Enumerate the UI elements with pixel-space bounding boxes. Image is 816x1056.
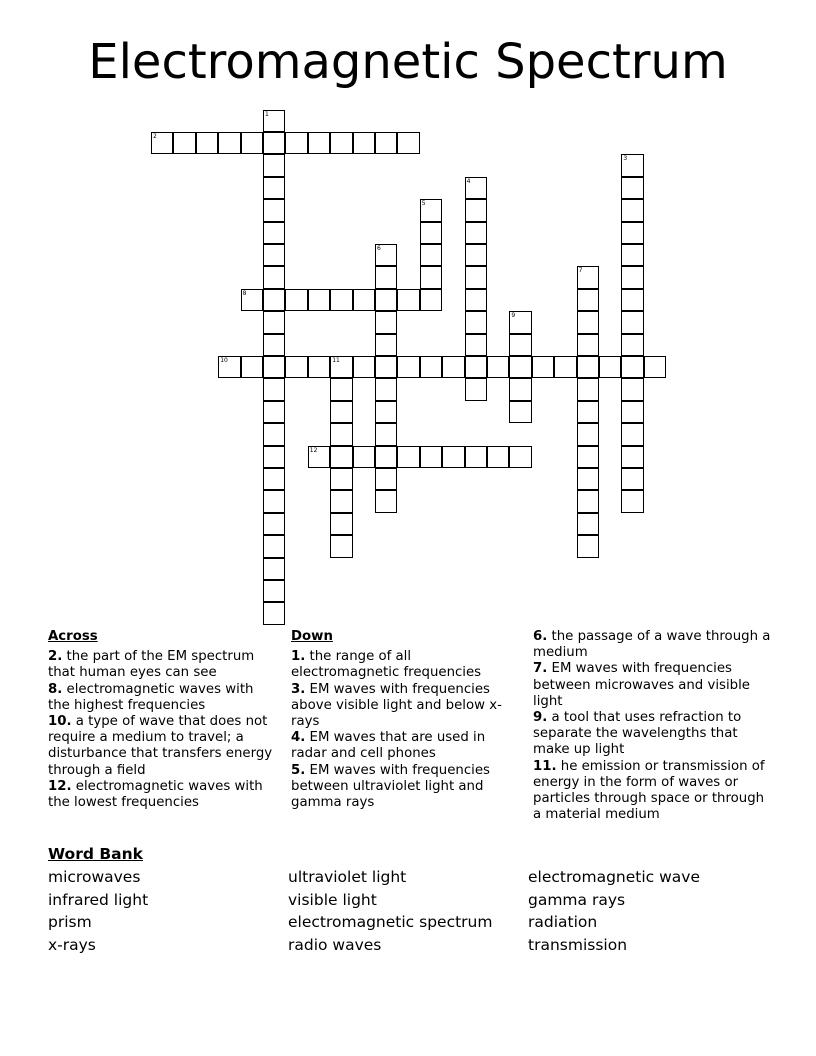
clue-number: 5.	[291, 762, 306, 778]
clue-number: 7	[578, 267, 583, 275]
grid-cell[interactable]	[308, 132, 330, 154]
grid-cell[interactable]	[577, 334, 599, 356]
grid-cell[interactable]	[465, 177, 487, 199]
grid-cell[interactable]	[263, 289, 285, 311]
grid-cell[interactable]	[577, 535, 599, 557]
page-title: Electromagnetic Spectrum	[88, 34, 728, 90]
grid-cell[interactable]	[353, 446, 375, 468]
grid-cell[interactable]	[420, 266, 442, 288]
grid-cell[interactable]	[330, 132, 352, 154]
grid-cell[interactable]	[196, 132, 218, 154]
grid-cell[interactable]	[509, 401, 531, 423]
grid-cell[interactable]	[465, 378, 487, 400]
grid-cell[interactable]	[420, 244, 442, 266]
grid-cell[interactable]	[330, 513, 352, 535]
grid-cell[interactable]	[263, 334, 285, 356]
grid-cell[interactable]	[465, 222, 487, 244]
grid-cell[interactable]	[263, 266, 285, 288]
word-bank-item: electromagnetic wave	[528, 868, 701, 886]
grid-cell[interactable]	[465, 446, 487, 468]
grid-cell[interactable]	[397, 289, 419, 311]
clue-number: 6	[377, 245, 381, 252]
grid-cell[interactable]	[263, 580, 285, 602]
grid-cell[interactable]	[241, 356, 263, 378]
down-heading: Down	[291, 629, 333, 644]
grid-cell[interactable]	[218, 356, 240, 378]
grid-cell[interactable]	[621, 378, 643, 400]
clue-number: 6.	[533, 629, 548, 644]
grid-cell[interactable]	[263, 356, 285, 378]
grid-cell[interactable]	[263, 311, 285, 333]
grid-cell[interactable]	[621, 446, 643, 468]
grid-cell[interactable]	[509, 356, 531, 378]
grid-cell[interactable]	[465, 311, 487, 333]
grid-cell[interactable]	[375, 244, 397, 266]
grid-cell[interactable]	[465, 356, 487, 378]
word-bank-heading: Word Bank	[48, 845, 143, 863]
clue-text: EM waves that are used in radar and cell phones	[291, 730, 486, 762]
grid-cell[interactable]	[621, 356, 643, 378]
grid-cell[interactable]	[263, 401, 285, 423]
grid-cell[interactable]	[465, 289, 487, 311]
grid-cell[interactable]	[375, 378, 397, 400]
word-bank-item: transmission	[528, 936, 628, 954]
grid-cell[interactable]	[263, 558, 285, 580]
grid-cell[interactable]	[218, 132, 240, 154]
clue-number: 5	[421, 200, 426, 208]
clue-number: 7.	[533, 661, 548, 677]
grid-cell[interactable]	[442, 356, 464, 378]
clue-text: the passage of a wave through a medium	[533, 629, 771, 661]
grid-cell[interactable]	[263, 513, 285, 535]
grid-cell[interactable]	[375, 490, 397, 512]
grid-cell[interactable]	[151, 132, 173, 154]
grid-cell[interactable]	[509, 311, 531, 333]
down-clue	[533, 661, 773, 710]
grid-cell[interactable]	[420, 222, 442, 244]
down-clue	[291, 649, 511, 681]
grid-cell[interactable]	[263, 423, 285, 445]
word-bank-item: radio waves	[288, 936, 382, 954]
grid-cell[interactable]	[330, 423, 352, 445]
grid-cell[interactable]	[420, 199, 442, 221]
grid-cell[interactable]	[330, 356, 352, 378]
grid-cell[interactable]	[241, 132, 263, 154]
grid-cell[interactable]	[263, 244, 285, 266]
clue-number: 11.	[533, 758, 557, 774]
clue-text: EM waves with frequencies between microwaves and visible light	[533, 661, 750, 709]
grid-cell[interactable]	[263, 110, 285, 132]
grid-cell[interactable]	[621, 490, 643, 512]
grid-cell[interactable]	[263, 154, 285, 176]
grid-cell[interactable]	[420, 356, 442, 378]
word-bank-item: x-rays	[48, 936, 96, 954]
grid-cell[interactable]	[621, 311, 643, 333]
grid-cell[interactable]	[577, 401, 599, 423]
grid-cell[interactable]	[330, 535, 352, 557]
down-clue	[533, 629, 773, 661]
word-bank-item: ultraviolet light	[288, 868, 407, 886]
grid-cell[interactable]	[577, 378, 599, 400]
grid-cell[interactable]	[330, 289, 352, 311]
grid-cell[interactable]	[577, 423, 599, 445]
word-bank-item: radiation	[528, 913, 598, 931]
grid-cell[interactable]	[375, 446, 397, 468]
grid-cell[interactable]	[308, 356, 330, 378]
grid-cell[interactable]	[509, 446, 531, 468]
grid-cell[interactable]	[375, 334, 397, 356]
grid-cell[interactable]	[285, 356, 307, 378]
word-bank-item: gamma rays	[528, 891, 626, 909]
grid-cell[interactable]	[487, 356, 509, 378]
grid-cell[interactable]	[375, 132, 397, 154]
grid-cell[interactable]	[330, 378, 352, 400]
grid-cell[interactable]	[285, 289, 307, 311]
clue-number: 3.	[291, 681, 306, 697]
grid-cell[interactable]	[308, 446, 330, 468]
grid-cell[interactable]	[621, 401, 643, 423]
grid-cell[interactable]	[621, 334, 643, 356]
grid-cell[interactable]	[330, 401, 352, 423]
clue-text: the range of all electromagnetic frequencies	[291, 649, 482, 681]
grid-cell[interactable]	[375, 289, 397, 311]
grid-cell[interactable]	[263, 468, 285, 490]
down-clue	[291, 682, 511, 731]
grid-cell[interactable]	[375, 266, 397, 288]
grid-cell[interactable]	[263, 222, 285, 244]
grid-cell[interactable]	[577, 266, 599, 288]
across-clue	[48, 779, 278, 811]
grid-cell[interactable]	[375, 423, 397, 445]
grid-cell[interactable]	[285, 132, 307, 154]
clue-text: he emission or transmission of energy in the form of waves or particles through space or through a material medium	[533, 758, 765, 823]
grid-cell[interactable]	[621, 468, 643, 490]
grid-cell[interactable]	[353, 132, 375, 154]
clue-text: a tool that uses refraction to separate the wavelengths that make up light	[533, 710, 742, 758]
grid-cell[interactable]	[621, 177, 643, 199]
clue-number: 4.	[291, 730, 306, 746]
down-clue	[291, 763, 511, 812]
grid-cell[interactable]	[263, 378, 285, 400]
grid-cell[interactable]	[263, 132, 285, 154]
grid-cell[interactable]	[577, 289, 599, 311]
clue-number: 9	[511, 312, 516, 320]
grid-cell[interactable]	[375, 311, 397, 333]
grid-cell[interactable]	[465, 334, 487, 356]
grid-cell[interactable]	[621, 244, 643, 266]
clue-number: 8	[242, 289, 247, 297]
grid-cell[interactable]	[173, 132, 195, 154]
across-heading: Across	[48, 629, 98, 644]
grid-cell[interactable]	[554, 356, 576, 378]
grid-cell[interactable]	[330, 446, 352, 468]
grid-cell[interactable]	[465, 266, 487, 288]
word-bank-item: prism	[48, 913, 92, 931]
grid-cell[interactable]	[577, 468, 599, 490]
grid-cell[interactable]	[353, 289, 375, 311]
clue-number: 12	[309, 446, 318, 454]
grid-cell[interactable]	[509, 378, 531, 400]
clue-number: 12.	[48, 778, 72, 794]
grid-cell[interactable]	[509, 334, 531, 356]
grid-cell[interactable]	[577, 490, 599, 512]
grid-cell[interactable]	[263, 490, 285, 512]
grid-cell[interactable]	[644, 356, 666, 378]
clue-number: 1.	[291, 649, 306, 665]
across-clue	[48, 714, 278, 779]
clue-number: 11	[332, 357, 340, 364]
word-bank-item: visible light	[288, 891, 377, 909]
grid-cell[interactable]	[420, 446, 442, 468]
grid-cell[interactable]	[442, 446, 464, 468]
clue-text: a type of wave that does not require a medium to travel; a disturbance that transfers energy through a field	[48, 714, 273, 778]
word-bank-item: electromagnetic spectrum	[288, 913, 493, 931]
grid-cell[interactable]	[263, 177, 285, 199]
grid-cell[interactable]	[241, 289, 263, 311]
clue-number: 1	[265, 110, 269, 118]
down-clue	[533, 710, 773, 759]
grid-cell[interactable]	[621, 289, 643, 311]
grid-cell[interactable]	[621, 154, 643, 176]
across-clues	[48, 629, 278, 811]
clue-text: EM waves with frequencies above visible light and below x-rays	[291, 681, 502, 730]
grid-cell[interactable]	[353, 356, 375, 378]
grid-cell[interactable]	[420, 289, 442, 311]
clue-number: 2	[153, 133, 157, 140]
grid-cell[interactable]	[487, 446, 509, 468]
clue-number: 4	[466, 177, 471, 185]
grid-cell[interactable]	[621, 199, 643, 221]
grid-cell[interactable]	[599, 356, 621, 378]
word-bank-item: infrared light	[48, 891, 149, 909]
clue-number: 2.	[48, 649, 63, 665]
down-clues-continued	[533, 629, 773, 823]
grid-cell[interactable]	[263, 199, 285, 221]
grid-cell[interactable]	[263, 602, 285, 624]
across-clue	[48, 649, 278, 681]
across-clue	[48, 682, 278, 714]
grid-cell[interactable]	[263, 446, 285, 468]
clue-number: 8.	[48, 681, 63, 697]
clue-text: electromagnetic waves with the lowest frequencies	[48, 778, 263, 811]
grid-cell[interactable]	[532, 356, 554, 378]
grid-cell[interactable]	[397, 446, 419, 468]
clue-text: electromagnetic waves with the highest frequencies	[48, 681, 254, 713]
grid-cell[interactable]	[375, 468, 397, 490]
grid-cell[interactable]	[465, 244, 487, 266]
grid-cell[interactable]	[375, 356, 397, 378]
grid-cell[interactable]	[263, 535, 285, 557]
grid-cell[interactable]	[308, 289, 330, 311]
clue-number: 3	[623, 155, 628, 163]
grid-cell[interactable]	[397, 132, 419, 154]
down-clue	[533, 759, 773, 824]
grid-cell[interactable]	[330, 468, 352, 490]
grid-cell[interactable]	[577, 513, 599, 535]
grid-cell[interactable]	[577, 446, 599, 468]
clue-number: 9.	[533, 710, 548, 726]
down-clue	[291, 730, 511, 762]
clue-text: EM waves with frequencies between ultraviolet light and gamma rays	[291, 762, 490, 811]
grid-cell[interactable]	[465, 199, 487, 221]
grid-cell[interactable]	[375, 401, 397, 423]
grid-cell[interactable]	[621, 222, 643, 244]
grid-cell[interactable]	[577, 356, 599, 378]
clue-number: 10	[220, 357, 228, 364]
word-bank-item: microwaves	[48, 868, 141, 886]
clue-text: the part of the EM spectrum that human eyes can see	[48, 649, 255, 681]
clue-number: 10.	[48, 714, 72, 730]
down-clues	[291, 629, 511, 811]
grid-cell[interactable]	[621, 423, 643, 445]
grid-cell[interactable]	[397, 356, 419, 378]
grid-cell[interactable]	[577, 311, 599, 333]
grid-cell[interactable]	[621, 266, 643, 288]
grid-cell[interactable]	[330, 490, 352, 512]
